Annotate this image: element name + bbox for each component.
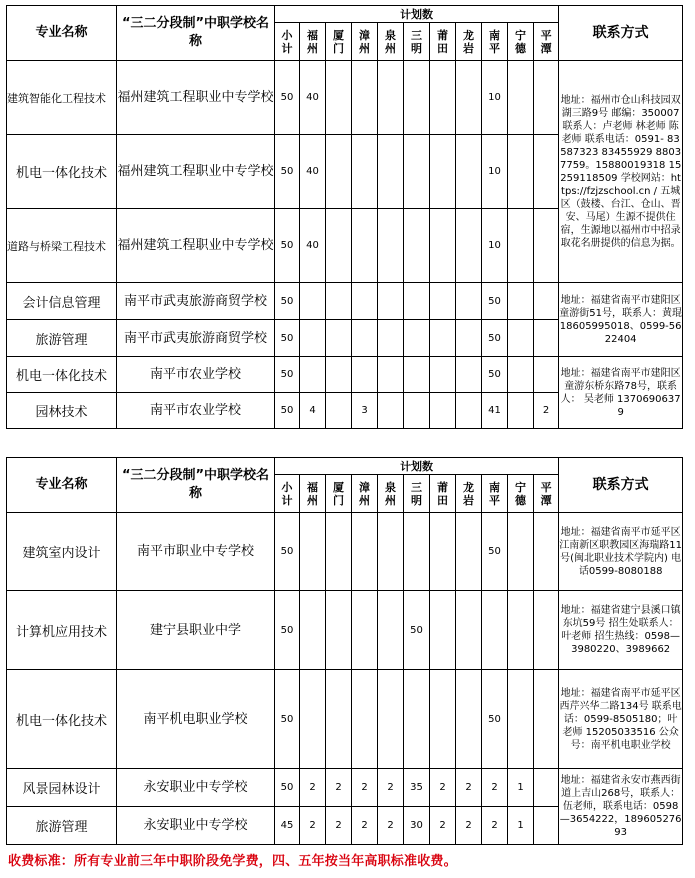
plan-count: 50	[275, 61, 300, 135]
plan-count: 50	[404, 591, 430, 670]
plan-count	[508, 513, 534, 591]
plan-count	[326, 320, 352, 357]
plan-count	[534, 670, 559, 769]
plan-count	[430, 283, 456, 320]
plan-count	[326, 513, 352, 591]
school-name: 永安职业中专学校	[117, 769, 275, 807]
table-row	[7, 769, 683, 807]
plan-count	[352, 591, 378, 670]
plan-count	[326, 135, 352, 209]
plan-count: 50	[275, 513, 300, 591]
plan-count: 50	[275, 591, 300, 670]
school-name: 南平机电职业学校	[117, 670, 275, 769]
plan-count	[378, 513, 404, 591]
plan-count	[534, 61, 559, 135]
plan-count	[378, 135, 404, 209]
header-city: 莆 田	[430, 475, 456, 513]
header-city: 三 明	[404, 475, 430, 513]
major-name: 机电一体化技术	[7, 670, 117, 769]
plan-count	[404, 357, 430, 393]
plan-count: 50	[482, 283, 508, 320]
header-contact: 联系方式	[559, 6, 683, 61]
plan-count	[352, 135, 378, 209]
plan-count	[508, 357, 534, 393]
plan-count	[508, 670, 534, 769]
plan-count	[300, 357, 326, 393]
school-name: 建宁县职业中学	[117, 591, 275, 670]
school-name: 福州建筑工程职业中专学校	[117, 209, 275, 283]
plan-count	[378, 393, 404, 429]
plan-count: 10	[482, 209, 508, 283]
table-row	[7, 513, 683, 591]
header-contact: 联系方式	[559, 458, 683, 513]
plan-count	[404, 320, 430, 357]
plan-count	[404, 393, 430, 429]
header-city: 小 计	[275, 475, 300, 513]
header-school: “三二分段制”中职学校名称	[117, 458, 275, 513]
plan-count	[352, 283, 378, 320]
major-name: 建筑室内设计	[7, 513, 117, 591]
plan-table-2	[6, 457, 683, 845]
header-city: 厦 门	[326, 23, 352, 61]
header-city: 宁 德	[508, 23, 534, 61]
plan-count	[378, 357, 404, 393]
plan-count: 4	[300, 393, 326, 429]
plan-count	[508, 393, 534, 429]
school-name: 福州建筑工程职业中专学校	[117, 61, 275, 135]
header-school: “三二分段制”中职学校名称	[117, 6, 275, 61]
plan-count	[430, 591, 456, 670]
major-name: 旅游管理	[7, 320, 117, 357]
plan-count	[456, 61, 482, 135]
plan-count	[508, 61, 534, 135]
plan-count	[404, 209, 430, 283]
plan-count	[456, 591, 482, 670]
plan-count	[456, 393, 482, 429]
header-city: 南 平	[482, 23, 508, 61]
plan-count	[352, 61, 378, 135]
plan-count: 10	[482, 135, 508, 209]
plan-count	[326, 670, 352, 769]
plan-count	[378, 61, 404, 135]
plan-count: 2	[534, 393, 559, 429]
contact-info: 地址：福建省永安市燕西街道上吉山268号，联系人：伍老师，联系电话：0598—3654222，18960527693	[559, 769, 683, 845]
header-plan: 计划数	[275, 6, 559, 23]
plan-count	[534, 357, 559, 393]
plan-count: 40	[300, 209, 326, 283]
fee-note: 收费标准：所有专业前三年中职阶段免学费，四、五年按当年高职标准收费。	[8, 854, 457, 869]
header-major: 专业名称	[7, 458, 117, 513]
plan-count	[404, 283, 430, 320]
plan-count	[456, 670, 482, 769]
plan-count	[378, 209, 404, 283]
plan-count: 50	[275, 769, 300, 807]
plan-count	[326, 61, 352, 135]
plan-count	[430, 209, 456, 283]
plan-count: 45	[275, 807, 300, 845]
plan-count: 50	[482, 670, 508, 769]
plan-count	[326, 209, 352, 283]
plan-count	[534, 135, 559, 209]
plan-count	[378, 670, 404, 769]
major-name: 园林技术	[7, 393, 117, 429]
plan-count	[430, 320, 456, 357]
plan-count: 50	[275, 283, 300, 320]
plan-count	[326, 283, 352, 320]
plan-count	[326, 357, 352, 393]
plan-count: 2	[378, 769, 404, 807]
major-name: 旅游管理	[7, 807, 117, 845]
school-name: 南平市农业学校	[117, 393, 275, 429]
plan-count: 30	[404, 807, 430, 845]
header-city: 漳 州	[352, 475, 378, 513]
major-name: 机电一体化技术	[7, 357, 117, 393]
plan-count	[456, 320, 482, 357]
plan-count: 2	[456, 807, 482, 845]
table-row	[7, 61, 683, 135]
plan-count: 40	[300, 61, 326, 135]
contact-info: 地址：福州市仓山科技园双湖三路9号 邮编：350007 联系人：卢老师 林老师 陈老师 联系电话：0591- 83587323 83455929 88037759。15880019318 15259118509 学校网站：https://fzjzschool.cn / 五城区（鼓楼、台江、仓山、晋安、马尾）生源不提供住宿，生源地以福州市中招录取花名册提供的信息为据。	[559, 61, 683, 283]
major-name: 会计信息管理	[7, 283, 117, 320]
plan-count: 2	[326, 769, 352, 807]
header-city: 三 明	[404, 23, 430, 61]
plan-count	[404, 61, 430, 135]
table-row	[7, 283, 683, 320]
header-city: 泉 州	[378, 23, 404, 61]
plan-count	[430, 357, 456, 393]
header-city: 小 计	[275, 23, 300, 61]
plan-count: 50	[482, 320, 508, 357]
header-city: 泉 州	[378, 475, 404, 513]
plan-count	[352, 357, 378, 393]
plan-count	[508, 320, 534, 357]
plan-count: 50	[275, 135, 300, 209]
header-plan: 计划数	[275, 458, 559, 475]
plan-count	[326, 393, 352, 429]
plan-count	[378, 283, 404, 320]
plan-count	[430, 135, 456, 209]
header-city: 南 平	[482, 475, 508, 513]
plan-count	[456, 135, 482, 209]
plan-count: 2	[430, 807, 456, 845]
header-city: 莆 田	[430, 23, 456, 61]
plan-count: 2	[378, 807, 404, 845]
header-city: 宁 德	[508, 475, 534, 513]
plan-count	[352, 670, 378, 769]
plan-count: 50	[275, 320, 300, 357]
plan-count	[352, 513, 378, 591]
plan-count	[430, 61, 456, 135]
plan-count: 10	[482, 61, 508, 135]
contact-info: 地址：福建省南平市建阳区童游街51号，联系人：黄琨 18605995018、0599-5622404	[559, 283, 683, 357]
plan-count: 2	[300, 769, 326, 807]
plan-count: 2	[352, 807, 378, 845]
plan-count: 2	[482, 769, 508, 807]
plan-count	[456, 209, 482, 283]
contact-info: 地址：福建省南平市延平区江南新区职教园区海瑞路11号(闽北职业技术学院内) 电话0599-8080188	[559, 513, 683, 591]
plan-count	[534, 209, 559, 283]
plan-count	[430, 393, 456, 429]
major-name: 机电一体化技术	[7, 135, 117, 209]
plan-count	[430, 670, 456, 769]
plan-count	[456, 283, 482, 320]
contact-info: 地址：福建省南平市建阳区童游东桥东路78号，联系人： 吴老师 13706906379	[559, 357, 683, 429]
plan-count	[482, 591, 508, 670]
plan-count	[534, 513, 559, 591]
plan-count: 2	[352, 769, 378, 807]
plan-table-1	[6, 5, 683, 429]
plan-count	[456, 513, 482, 591]
plan-count	[508, 591, 534, 670]
plan-count: 2	[482, 807, 508, 845]
plan-count: 50	[275, 670, 300, 769]
school-name: 南平市农业学校	[117, 357, 275, 393]
plan-count	[456, 357, 482, 393]
school-name: 南平市武夷旅游商贸学校	[117, 320, 275, 357]
header-city: 平 潭	[534, 475, 559, 513]
header-city: 龙 岩	[456, 475, 482, 513]
plan-count: 50	[482, 513, 508, 591]
school-name: 永安职业中专学校	[117, 807, 275, 845]
header-major: 专业名称	[7, 6, 117, 61]
plan-count	[352, 209, 378, 283]
major-name: 风景园林设计	[7, 769, 117, 807]
major-name: 计算机应用技术	[7, 591, 117, 670]
school-name: 南平市职业中专学校	[117, 513, 275, 591]
plan-count: 41	[482, 393, 508, 429]
plan-count	[430, 513, 456, 591]
plan-count: 50	[275, 209, 300, 283]
plan-count	[404, 135, 430, 209]
plan-count	[378, 591, 404, 670]
plan-count	[300, 320, 326, 357]
plan-count: 40	[300, 135, 326, 209]
plan-count	[534, 283, 559, 320]
plan-count	[508, 209, 534, 283]
plan-count: 50	[275, 357, 300, 393]
plan-count	[534, 769, 559, 807]
header-city: 福 州	[300, 23, 326, 61]
plan-count	[300, 513, 326, 591]
plan-count: 1	[508, 807, 534, 845]
table-row	[7, 670, 683, 769]
header-city: 厦 门	[326, 475, 352, 513]
contact-info: 地址：福建省南平市延平区西芹兴华二路134号 联系电话：0599-8505180；叶老师 15205033516 公众号：南平机电职业学校	[559, 670, 683, 769]
plan-count: 2	[326, 807, 352, 845]
plan-count	[404, 513, 430, 591]
plan-count: 3	[352, 393, 378, 429]
plan-count: 1	[508, 769, 534, 807]
plan-count	[352, 320, 378, 357]
plan-count	[534, 320, 559, 357]
plan-count	[300, 591, 326, 670]
school-name: 福州建筑工程职业中专学校	[117, 135, 275, 209]
plan-count: 50	[275, 393, 300, 429]
plan-count	[508, 135, 534, 209]
header-city: 福 州	[300, 475, 326, 513]
table-row	[7, 591, 683, 670]
plan-count	[300, 283, 326, 320]
plan-count	[378, 320, 404, 357]
plan-count: 2	[456, 769, 482, 807]
table-row	[7, 357, 683, 393]
major-name: 道路与桥梁工程技术	[7, 209, 117, 283]
header-city: 龙 岩	[456, 23, 482, 61]
plan-count: 2	[300, 807, 326, 845]
contact-info: 地址：福建省建宁县溪口镇东坑59号 招生处联系人：叶老师 招生热线：0598—3980220、3989662	[559, 591, 683, 670]
header-city: 平 潭	[534, 23, 559, 61]
plan-count	[326, 591, 352, 670]
school-name: 南平市武夷旅游商贸学校	[117, 283, 275, 320]
header-city: 漳 州	[352, 23, 378, 61]
plan-count	[534, 591, 559, 670]
major-name: 建筑智能化工程技术	[7, 61, 117, 135]
plan-count	[508, 283, 534, 320]
plan-count: 2	[430, 769, 456, 807]
plan-count: 35	[404, 769, 430, 807]
plan-count	[300, 670, 326, 769]
plan-count	[404, 670, 430, 769]
plan-count: 50	[482, 357, 508, 393]
plan-count	[534, 807, 559, 845]
